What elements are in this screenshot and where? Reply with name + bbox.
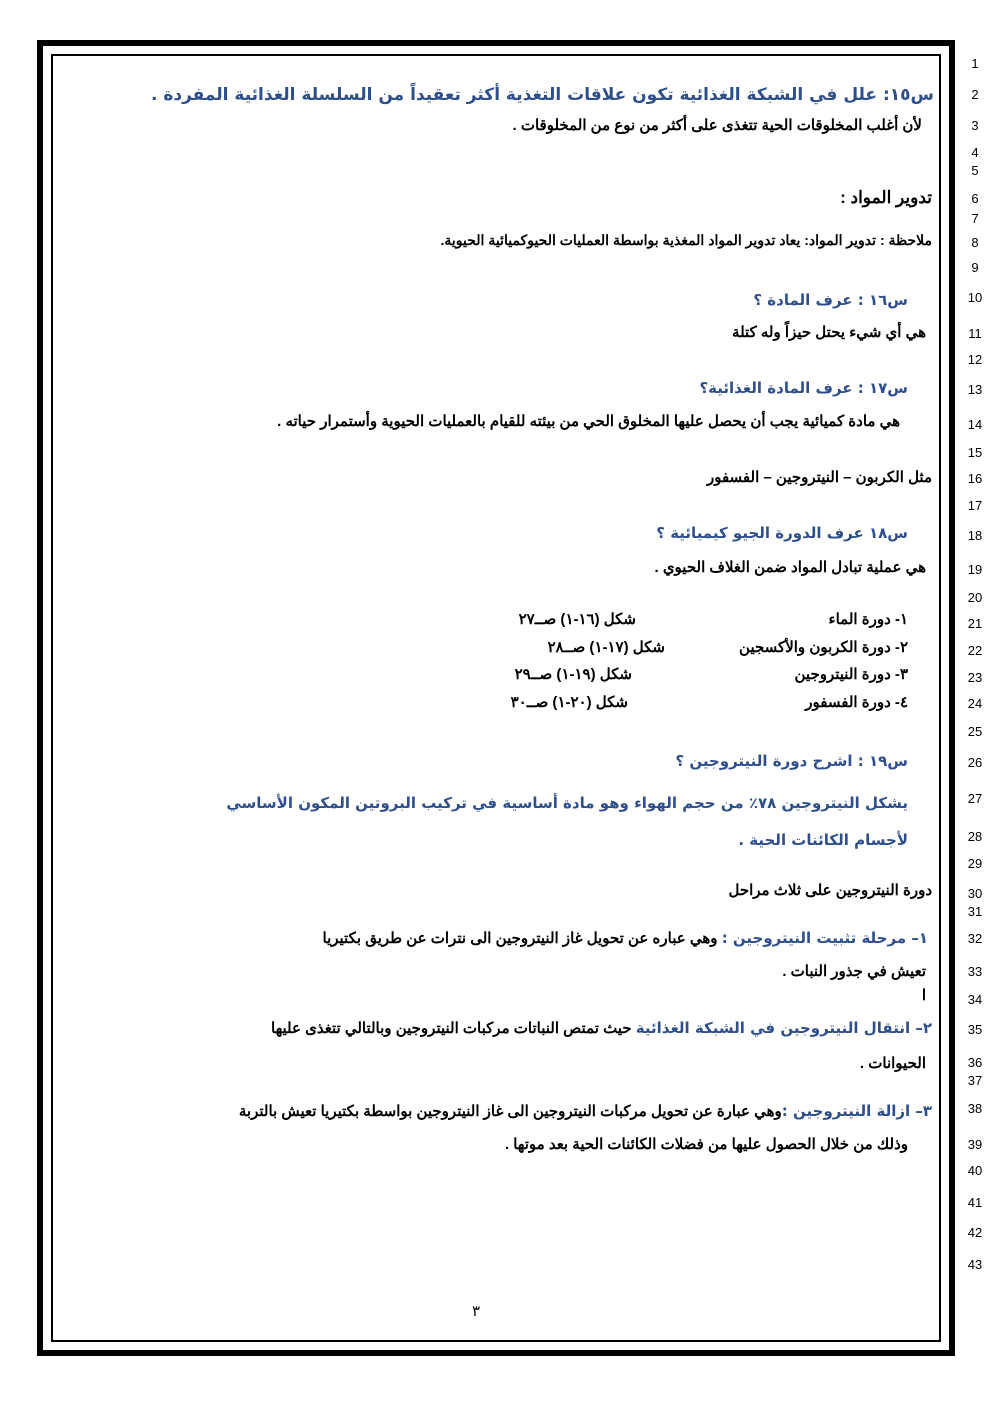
- page-number: ٣: [471, 1303, 481, 1320]
- line-number: 15: [967, 445, 983, 460]
- line-number: 37: [967, 1073, 983, 1088]
- line-number: 14: [967, 417, 983, 432]
- answer-19-line1: يشكل النيتروجين ٧٨٪ من حجم الهواء وهو مادة أساسية في تركيب البروتين المكون الأساسي: [226, 794, 908, 812]
- line-number: 5: [971, 163, 979, 178]
- stage-3-text: وهي عبارة عن تحويل مركبات النيتروجين الى غاز النيتروجين بواسطة بكتيريا تعيش بالتربة: [238, 1103, 782, 1120]
- line-number: 9: [971, 260, 979, 275]
- line-number: 7: [971, 211, 979, 226]
- stage-2-continued: الحيوانات .: [859, 1055, 926, 1072]
- line-number: 11: [968, 326, 982, 341]
- line-number: 26: [967, 755, 983, 770]
- stage-1-text: وهي عباره عن تحويل غاز النيتروجين الى نترات عن طريق بكتيريا: [322, 930, 722, 947]
- line-number: 32: [967, 931, 983, 946]
- line-number: 19: [967, 562, 983, 577]
- line-number: 1: [971, 56, 979, 71]
- line-number: 34: [967, 992, 983, 1007]
- section-title: تدوير المواد :: [840, 188, 932, 207]
- line-number: 29: [967, 856, 983, 871]
- stage-3-continued: وذلك من خلال الحصول عليها من فضلات الكائنات الحية بعد موتها .: [504, 1136, 908, 1153]
- line-number: 33: [967, 964, 983, 979]
- line-number: 21: [967, 616, 983, 631]
- line-number: 39: [967, 1137, 983, 1152]
- line-number: 25: [967, 724, 983, 739]
- cycle-3-ref: شكل (١٩-١) صــ٢٩: [514, 666, 632, 683]
- answer-15: لأن أغلب المخلوقات الحية تتغذى على أكثر من نوع من المخلوقات .: [512, 117, 922, 134]
- answer-18: هي عملية تبادل المواد ضمن الغلاف الحيوي .: [654, 559, 926, 576]
- stage-3: [239, 1100, 932, 1123]
- stage-1: [323, 927, 929, 950]
- line-number: 4: [971, 145, 979, 160]
- line-number: 23: [967, 670, 983, 685]
- line-number: 24: [967, 696, 983, 711]
- cycle-1-ref: شكل (١٦-١) صــ٢٧: [518, 611, 636, 628]
- stages-intro: دورة النيتروجين على ثلاث مراحل: [728, 882, 932, 899]
- cycle-4-name: ٤- دورة الفسفور: [805, 694, 908, 711]
- answer-19-line2: لأجسام الكائنات الحية .: [738, 831, 908, 849]
- examples-17: مثل الكربون – النيتروجين – الفسفور: [706, 469, 932, 486]
- cycle-2-name: ٢- دورة الكربون والأكسجين: [739, 639, 908, 656]
- line-number: 31: [967, 904, 983, 919]
- line-number: 8: [971, 235, 979, 250]
- cycle-3-name: ٣- دورة النيتروجين: [794, 666, 908, 683]
- line-number: 36: [967, 1055, 983, 1070]
- cycle-2-ref: شكل (١٧-١) صــ٢٨: [547, 639, 665, 656]
- line-number: 43: [967, 1257, 983, 1272]
- question-15: س١٥: علل في الشبكة الغذائية تكون علاقات التغذية أكثر تعقيداً من السلسلة الغذائية المفردة .: [150, 85, 934, 105]
- answer-16: هي أي شيء يحتل حيزاً وله كتلة: [732, 324, 926, 341]
- line-number: 18: [967, 528, 983, 543]
- stage-3-title: ٣– ازالة النيتروجين :: [781, 1102, 932, 1120]
- stage-2-text: حيث تمتص النباتات مركبات النيتروجين وبالتالي تتغذى عليها: [271, 1020, 636, 1037]
- cycle-1-name: ١- دورة الماء: [828, 611, 908, 628]
- line-number: 30: [967, 886, 983, 901]
- stage-2-title: ٢– انتقال النيتروجين في الشبكة الغذائية: [635, 1019, 932, 1037]
- cycle-4-ref: شكل (٢٠-١) صــ٣٠: [510, 694, 628, 711]
- line-number: 28: [967, 829, 983, 844]
- stage-1-title: ١– مرحلة تثبيت النيتروجين :: [721, 929, 928, 947]
- stage-1-continued: تعيش في جذور النبات .: [782, 963, 926, 980]
- note: ملاحظة : تدوير المواد: يعاد تدوير المواد المغذية بواسطة العمليات الحيوكميائية الحيوية.: [440, 232, 932, 248]
- question-19: س١٩ : اشرح دورة النيتروجين ؟: [675, 752, 908, 770]
- line-number: 3: [971, 118, 979, 133]
- line-number: 41: [967, 1195, 983, 1210]
- answer-17: هي مادة كميائية يجب أن يحصل عليها المخلوق الحي من بيئته للقيام بالعمليات الحيوية وأستمرار حياته .: [277, 413, 900, 430]
- line-number: 10: [967, 290, 983, 305]
- question-17: س١٧ : عرف المادة الغذائية؟: [699, 379, 908, 397]
- line-number: 6: [971, 191, 979, 206]
- line-number: 38: [967, 1101, 983, 1116]
- line-number: 17: [967, 498, 983, 513]
- line-number: 13: [967, 382, 983, 397]
- line-number: 16: [967, 471, 983, 486]
- line-number: 42: [967, 1225, 983, 1240]
- question-18: س١٨ عرف الدورة الجيو كيميائية ؟: [656, 524, 908, 542]
- line-number: 22: [967, 643, 983, 658]
- question-16: س١٦ : عرف المادة ؟: [753, 291, 908, 309]
- stage-2: [271, 1017, 932, 1040]
- stray-mark: ا: [921, 987, 926, 1004]
- line-number: 20: [967, 590, 983, 605]
- line-number: 27: [967, 791, 983, 806]
- line-number: 40: [967, 1163, 983, 1178]
- line-number: 35: [967, 1022, 983, 1037]
- line-number: 12: [967, 352, 983, 367]
- line-number: 2: [971, 87, 979, 102]
